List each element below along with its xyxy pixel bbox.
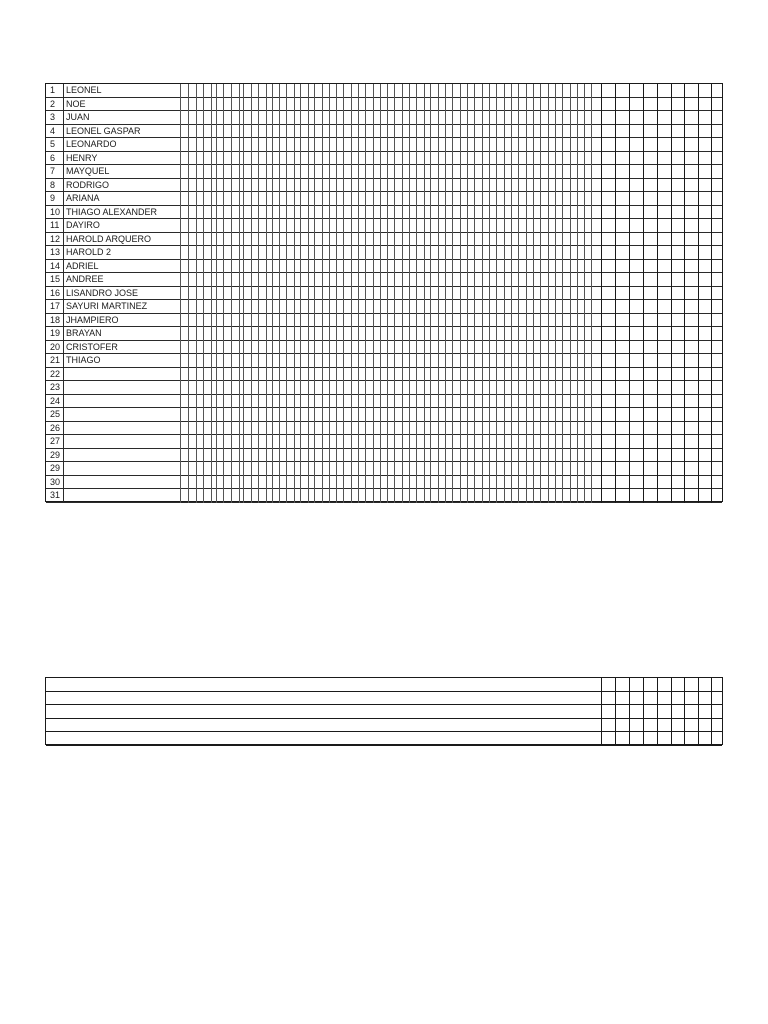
grid-column-line [511, 84, 512, 503]
grid-column-line [671, 678, 672, 744]
grid-column-line [643, 84, 644, 503]
student-name-cell[interactable]: LEONEL [66, 85, 102, 95]
grid-column-line [343, 84, 344, 503]
grid-column-line [223, 84, 224, 503]
grid-column-line [496, 84, 497, 503]
table-row [46, 111, 722, 125]
table-row [46, 219, 722, 233]
row-number: 11 [46, 219, 64, 232]
table-row [46, 138, 722, 152]
student-name-cell[interactable]: HAROLD ARQUERO [66, 233, 152, 244]
grid-column-line [601, 678, 602, 744]
student-name-cell[interactable] [65, 462, 181, 475]
grid-column-line [402, 84, 403, 503]
grid-column-line [452, 84, 453, 503]
student-name-cell[interactable]: LEONARDO [66, 139, 117, 149]
student-name-cell[interactable] [65, 476, 181, 489]
grid-column-line [526, 84, 527, 503]
grid-column-line [577, 84, 578, 503]
student-name-cell[interactable] [65, 381, 181, 394]
row-number: 5 [46, 138, 64, 151]
table-row [46, 395, 722, 409]
table-row [46, 192, 722, 206]
row-number: 25 [46, 408, 64, 421]
table-row [46, 476, 722, 490]
grid-column-line [203, 84, 204, 503]
grid-column-line [438, 84, 439, 503]
grid-column-line [365, 84, 366, 503]
row-number: 26 [46, 422, 64, 435]
grid-column-line [562, 84, 563, 503]
row-number: 30 [46, 476, 64, 489]
grid-column-line [671, 84, 672, 503]
row-number: 7 [46, 165, 64, 178]
grid-column-line [467, 84, 468, 503]
row-number: 8 [46, 179, 64, 192]
student-name-cell[interactable] [65, 368, 181, 381]
table-row [46, 125, 722, 139]
student-name-cell[interactable]: HENRY [66, 152, 98, 163]
grid-column-line [482, 84, 483, 503]
grid-column-line [584, 84, 585, 503]
table-row [46, 300, 722, 314]
row-number: 10 [46, 206, 64, 219]
grid-column-line [684, 84, 685, 503]
grid-column-line [322, 84, 323, 503]
grid-column-line [266, 84, 267, 503]
grid-column-line [548, 84, 549, 503]
student-name-cell[interactable] [65, 408, 181, 421]
row-number: 21 [46, 354, 64, 367]
grid-column-line [430, 84, 431, 503]
grid-column-line [409, 84, 410, 503]
grid-column-line [387, 84, 388, 503]
grid-column-line [286, 84, 287, 503]
grid-column-line [555, 84, 556, 503]
table-row [46, 84, 722, 98]
grid-column-line [615, 84, 616, 503]
grid-column-line [629, 678, 630, 744]
grid-column-line [570, 84, 571, 503]
table-row [46, 327, 722, 341]
student-name-cell[interactable] [65, 435, 181, 448]
grid-column-line [211, 84, 212, 503]
grid-column-line [188, 84, 189, 503]
row-number: 4 [46, 125, 64, 138]
table-row [46, 449, 722, 463]
grid-column-line [279, 84, 280, 503]
table-row [46, 435, 722, 449]
student-name-cell[interactable]: ANDREE [66, 274, 104, 284]
summary-row[interactable] [46, 705, 722, 719]
table-row [46, 165, 722, 179]
grid-column-line [445, 84, 446, 503]
grid-column-line [272, 84, 273, 503]
table-row [46, 341, 722, 355]
row-number: 24 [46, 395, 64, 408]
grid-column-line [351, 84, 352, 503]
grid-column-line [489, 84, 490, 503]
grid-column-line [394, 84, 395, 503]
summary-row[interactable] [46, 692, 722, 706]
grid-column-line [518, 84, 519, 503]
table-row [46, 408, 722, 422]
grid-column-line [615, 678, 616, 744]
student-name-cell[interactable] [65, 449, 181, 462]
row-number: 1 [46, 84, 64, 97]
grid-column-line [180, 84, 181, 503]
grid-column-line [251, 84, 252, 503]
student-name-cell[interactable]: THIAGO ALEXANDER [66, 206, 158, 217]
student-name-cell[interactable]: DAYIRO [66, 220, 100, 230]
grid-column-line [684, 678, 685, 744]
grid-column-line [504, 84, 505, 503]
student-name-cell[interactable]: BRAYAN [66, 328, 102, 338]
grid-column-line [629, 84, 630, 503]
grid-column-line [540, 84, 541, 503]
student-name-cell[interactable]: MAYQUEL [66, 166, 110, 176]
table-row [46, 287, 722, 301]
row-number: 29 [46, 449, 64, 462]
row-number: 27 [46, 435, 64, 448]
student-name-cell[interactable]: JHAMPIERO [66, 314, 119, 325]
row-number: 17 [46, 300, 64, 313]
student-name-cell[interactable]: SAYURI MARTINEZ [66, 301, 148, 311]
grid-column-line [711, 84, 712, 503]
row-number: 18 [46, 314, 64, 327]
table-row [46, 179, 722, 193]
row-number: 22 [46, 368, 64, 381]
table-row [46, 381, 722, 395]
row-number: 15 [46, 273, 64, 286]
grid-column-line [643, 678, 644, 744]
student-name-cell[interactable]: LISANDRO JOSE [66, 287, 139, 298]
table-row [46, 233, 722, 247]
row-number: 31 [46, 489, 64, 502]
grid-column-line [373, 84, 374, 503]
student-name-cell[interactable] [65, 422, 181, 435]
student-name-cell[interactable]: ADRIEL [66, 260, 99, 271]
grid-column-line [258, 84, 259, 503]
grid-column-line [329, 84, 330, 503]
table-row [46, 98, 722, 112]
grid-column-line [711, 678, 712, 744]
grid-column-line [601, 84, 602, 503]
row-number: 16 [46, 287, 64, 300]
grid-column-line [657, 678, 658, 744]
table-row [46, 422, 722, 436]
row-number: 3 [46, 111, 64, 124]
student-name-cell[interactable]: JUAN [66, 112, 90, 122]
grid-column-line [336, 84, 337, 503]
grid-column-line [380, 84, 381, 503]
table-row [46, 489, 722, 503]
student-name-cell[interactable]: CRISTOFER [66, 341, 118, 352]
table-row [46, 462, 722, 476]
student-name-cell[interactable]: RODRIGO [66, 179, 110, 190]
grid-column-line [424, 84, 425, 503]
grid-column-line [294, 84, 295, 503]
grid-column-line [300, 84, 301, 503]
table-row [46, 368, 722, 382]
summary-grid [45, 677, 723, 745]
grid-column-line [698, 678, 699, 744]
row-number: 19 [46, 327, 64, 340]
summary-row[interactable] [46, 678, 722, 692]
row-number: 6 [46, 152, 64, 165]
row-number: 12 [46, 233, 64, 246]
grid-column-line [216, 84, 217, 503]
row-number: 20 [46, 341, 64, 354]
grid-column-line [474, 84, 475, 503]
row-number: 2 [46, 98, 64, 111]
grid-column-line [591, 84, 592, 503]
grid-column-line [308, 84, 309, 503]
summary-row[interactable] [46, 732, 722, 746]
student-name-cell[interactable]: THIAGO [66, 355, 101, 365]
grid-column-line [416, 84, 417, 503]
table-row [46, 206, 722, 220]
student-name-cell[interactable]: HAROLD 2 [66, 247, 112, 257]
row-number: 14 [46, 260, 64, 273]
student-name-cell[interactable]: ARIANA [66, 193, 100, 203]
table-row [46, 273, 722, 287]
attendance-grid [45, 83, 723, 502]
table-row [46, 246, 722, 260]
grid-column-line [243, 84, 244, 503]
grid-column-line [231, 84, 232, 503]
table-row [46, 260, 722, 274]
student-name-cell[interactable]: LEONEL GASPAR [66, 125, 141, 136]
grid-column-line [657, 84, 658, 503]
table-row [46, 354, 722, 368]
grid-column-line [239, 84, 240, 503]
row-number: 29 [46, 462, 64, 475]
table-row [46, 314, 722, 328]
student-name-cell[interactable] [65, 489, 181, 502]
grid-column-line [358, 84, 359, 503]
row-number: 13 [46, 246, 64, 259]
row-number: 9 [46, 192, 64, 205]
grid-column-line [533, 84, 534, 503]
grid-column-line [196, 84, 197, 503]
grid-column-line [460, 84, 461, 503]
student-name-cell[interactable]: NOE [66, 98, 86, 109]
student-name-cell[interactable] [65, 395, 181, 408]
table-row [46, 152, 722, 166]
grid-column-line [314, 84, 315, 503]
grid-column-line [698, 84, 699, 503]
summary-row[interactable] [46, 719, 722, 733]
row-number: 23 [46, 381, 64, 394]
